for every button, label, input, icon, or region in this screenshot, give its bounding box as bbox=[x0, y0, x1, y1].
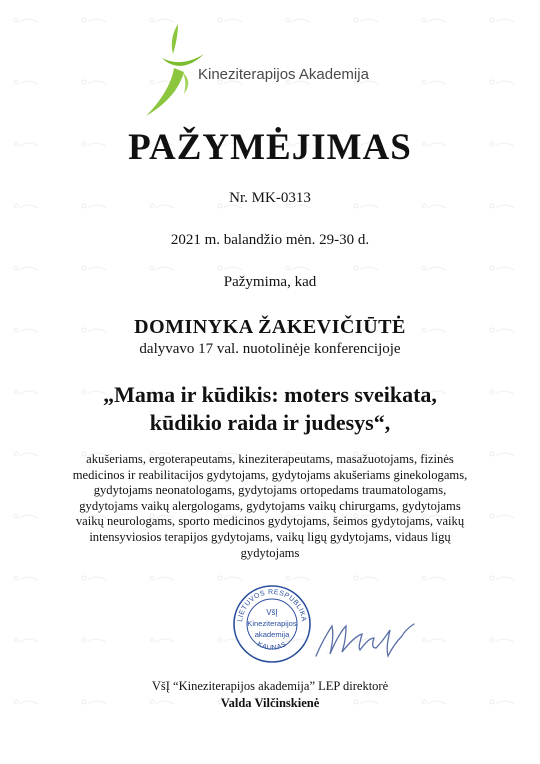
watermark-mark bbox=[286, 576, 310, 580]
certify-text: Pažymima, kad bbox=[223, 274, 317, 290]
stamp-line: VšĮ bbox=[266, 608, 278, 617]
stamp-line: akademija bbox=[254, 630, 290, 639]
watermark-mark bbox=[82, 266, 106, 270]
certificate-title: PAŽYMĖJIMAS bbox=[128, 127, 412, 168]
audience-line: medicinos ir reabilitacijos gydytojams, gydytojams akušeriams ginekologams, bbox=[72, 467, 468, 482]
participation-text: dalyvavo 17 val. nuotolinėje konferencijoje bbox=[139, 341, 401, 357]
watermark-mark bbox=[14, 638, 38, 642]
svg-text:KAUNAS bbox=[256, 641, 288, 652]
watermark-mark bbox=[490, 638, 514, 642]
logo-text: Kineziterapijos Akademija bbox=[198, 66, 369, 83]
watermark-mark bbox=[14, 266, 38, 270]
watermark-mark bbox=[422, 576, 446, 580]
handwritten-signature bbox=[312, 612, 422, 664]
certificate-number: Nr. MK-0313 bbox=[229, 190, 311, 206]
official-stamp bbox=[230, 582, 314, 666]
audience-line: vaikų neurologams, sporto medicinos gydytojams, šeimos gydytojams, vaikų bbox=[75, 514, 465, 529]
watermark-mark bbox=[490, 266, 514, 270]
watermark-mark bbox=[422, 80, 446, 84]
watermark-mark bbox=[490, 80, 514, 84]
audience-line: intensyviosios terapijos gydytojams, vaikų ligų gydytojams, vidaus ligų bbox=[89, 529, 451, 544]
watermark-mark bbox=[354, 266, 378, 270]
audience-line: gydytojams vaikų alergologams, gydytojams vaikų chirurgams, gydytojams bbox=[79, 498, 461, 513]
audience-list bbox=[40, 452, 500, 561]
signatory-title: VšĮ “Kineziterapijos akademija” LEP direktorė bbox=[151, 679, 389, 693]
watermark-mark bbox=[14, 576, 38, 580]
watermark-mark bbox=[150, 576, 174, 580]
watermark-mark bbox=[14, 514, 38, 518]
conference-title bbox=[0, 381, 540, 437]
certificate-date: 2021 m. balandžio mėn. 29-30 d. bbox=[170, 232, 370, 248]
watermark-mark bbox=[422, 638, 446, 642]
audience-line: akušeriams, ergoterapeutams, kineziterapeutams, masažuotojams, fizinės bbox=[86, 452, 454, 466]
watermark-mark bbox=[354, 576, 378, 580]
watermark-mark bbox=[14, 18, 38, 22]
signatory-name: Valda Vilčinskienė bbox=[220, 696, 320, 710]
watermark-mark bbox=[150, 638, 174, 642]
watermark-mark bbox=[82, 18, 106, 22]
conference-title-line: kūdikio raida ir judesys“, bbox=[149, 410, 391, 435]
watermark-mark bbox=[150, 266, 174, 270]
watermark-mark bbox=[422, 18, 446, 22]
stamp-line: Kineziterapijos bbox=[247, 619, 297, 628]
watermark-mark bbox=[14, 452, 38, 456]
watermark-mark bbox=[218, 576, 242, 580]
watermark-mark bbox=[82, 576, 106, 580]
watermark-mark bbox=[218, 266, 242, 270]
stamp-outer-bottom-text: KAUNAS bbox=[255, 640, 289, 652]
watermark-mark bbox=[422, 266, 446, 270]
audience-line: gydytojams bbox=[240, 545, 300, 560]
watermark-mark bbox=[82, 638, 106, 642]
watermark-mark bbox=[82, 80, 106, 84]
watermark-mark bbox=[286, 266, 310, 270]
watermark-mark bbox=[14, 80, 38, 84]
conference-title-line: „Mama ir kūdikis: moters sveikata, bbox=[103, 382, 437, 407]
watermark-mark bbox=[490, 576, 514, 580]
audience-line: gydytojams neonatologams, gydytojams ortopedams traumatologams, bbox=[93, 483, 447, 498]
stamp-outer-top-text: LIETUVOS RESPUBLIKA bbox=[237, 588, 307, 623]
academy-logo bbox=[140, 22, 410, 118]
recipient-name: DOMINYKA ŽAKEVIČIŪTĖ bbox=[134, 316, 406, 338]
watermark-mark bbox=[490, 18, 514, 22]
